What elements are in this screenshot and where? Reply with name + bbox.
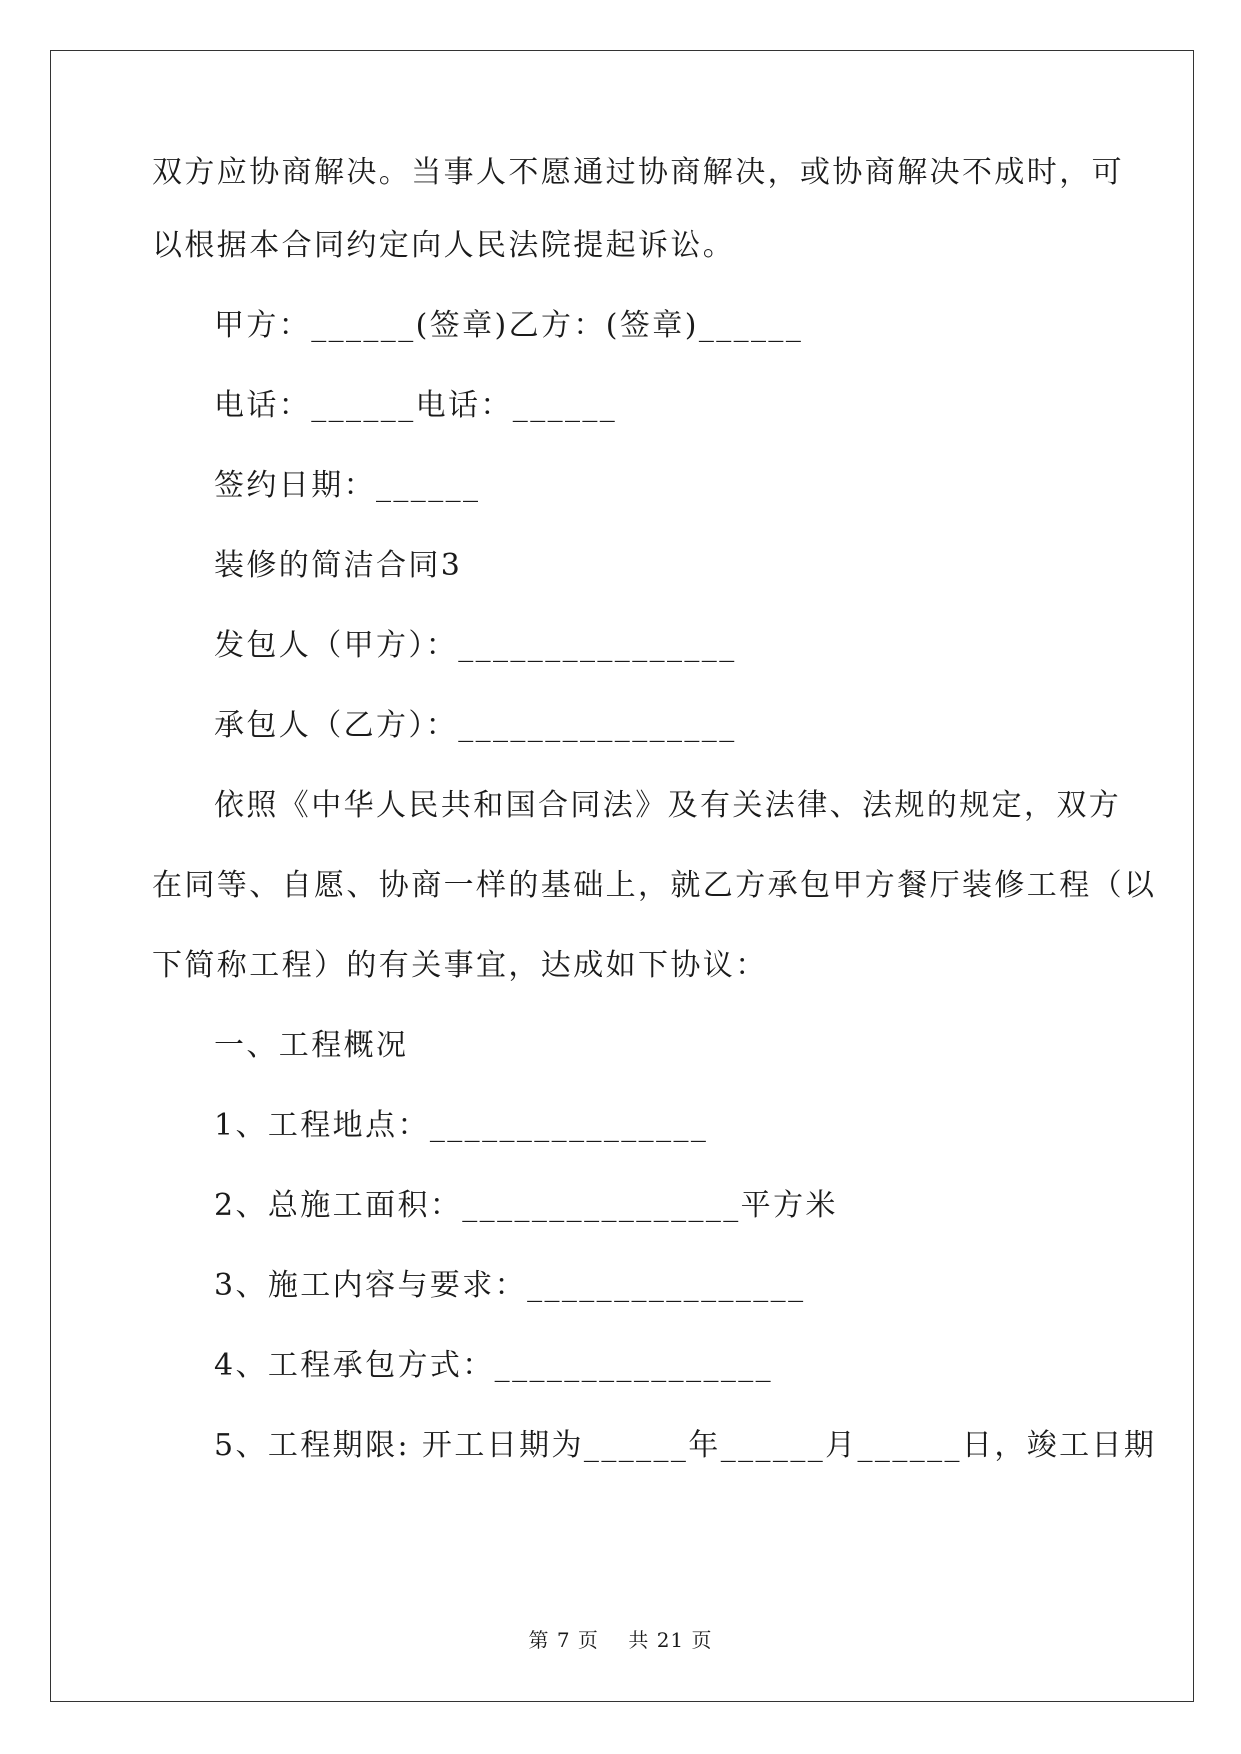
- text-line: 下简称工程）的有关事宜，达成如下协议：: [152, 948, 768, 983]
- text-line: 在同等、自愿、协商一样的基础上，就乙方承包甲方餐厅装修工程（以: [152, 868, 1157, 903]
- list-item: 5、工程期限: 开工日期为______年______月______日，竣工日期: [214, 1428, 1157, 1463]
- section-heading: 装修的简洁合同3: [214, 548, 463, 583]
- list-item: 2、总施工面积：________________平方米: [214, 1188, 838, 1223]
- page-number-footer: 第 7 页 共 21 页: [528, 1628, 713, 1652]
- text-line: 承包人（乙方）：________________: [214, 708, 737, 743]
- text-line: 甲方：______(签章)乙方：(签章)______: [214, 308, 804, 343]
- text-line: 以根据本合同约定向人民法院提起诉讼。: [152, 228, 736, 263]
- list-item: 4、工程承包方式：________________: [214, 1348, 774, 1383]
- text-line: 电话：______电话：______: [214, 388, 618, 423]
- text-line: 双方应协商解决。当事人不愿通过协商解决，或协商解决不成时，可: [152, 155, 1124, 190]
- text-line: 依照《中华人民共和国合同法》及有关法律、法规的规定，双方: [214, 788, 1122, 823]
- section-heading: 一、工程概况: [214, 1028, 409, 1063]
- list-item: 3、施工内容与要求：________________: [214, 1268, 806, 1303]
- text-line: 签约日期：______: [214, 468, 481, 503]
- list-item: 1、工程地点：________________: [214, 1108, 709, 1143]
- text-line: 发包人（甲方）：________________: [214, 628, 737, 663]
